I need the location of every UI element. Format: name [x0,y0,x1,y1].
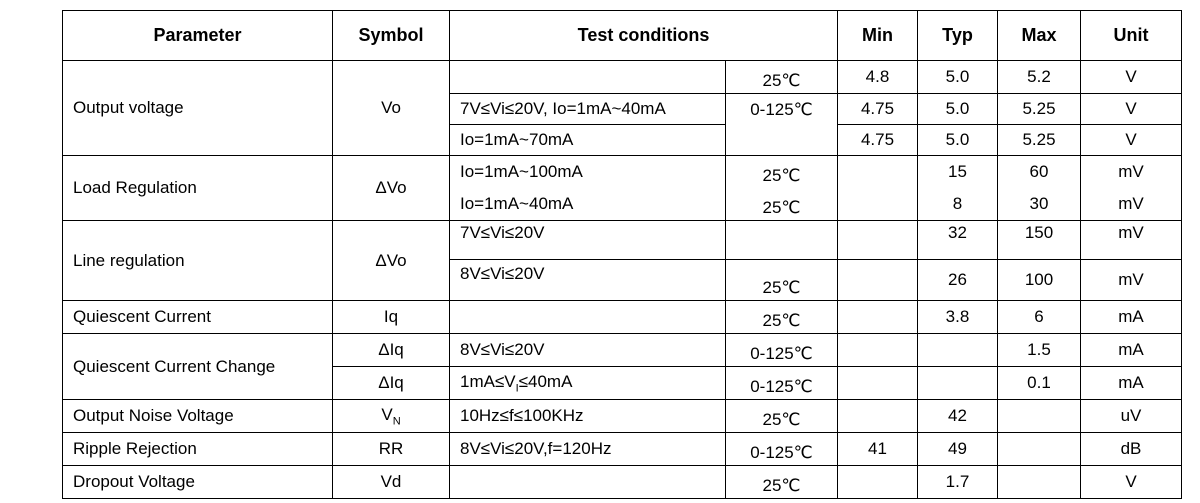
unit-cell: mA [1081,301,1182,334]
symbol-output-noise-voltage [333,400,450,433]
header-parameter: Parameter [63,11,333,61]
header-test-conditions: Test conditions [450,11,838,61]
min-cell [838,156,918,189]
electrical-characteristics-table [62,10,1182,499]
temp-cell: 25℃ [726,61,838,94]
min-cell: 4.8 [838,61,918,94]
param-dropout-voltage: Dropout Voltage [63,466,333,499]
symbol-cell: ΔIq [333,334,450,367]
min-cell [838,334,918,367]
temp-cell [726,221,838,260]
unit-cell: mV [1081,260,1182,301]
symbol-line-regulation: ΔVo [333,221,450,301]
typ-cell: 49 [918,433,998,466]
max-cell [998,466,1081,499]
temp-cell: 25℃ [726,301,838,334]
max-cell: 0.1 [998,367,1081,400]
temp-cell: 0-125℃ [726,94,838,156]
cond-cell [450,466,726,499]
temp-cell: 25℃ [726,156,838,189]
unit-cell: mV [1081,188,1182,221]
typ-cell [918,367,998,400]
typ-cell: 5.0 [918,125,998,156]
cond-cell: 8V≤Vi≤20V [450,260,726,301]
max-cell: 5.25 [998,94,1081,125]
cond-cell: Io=1mA~100mA [450,156,726,189]
temp-cell: 0-125℃ [726,334,838,367]
table-row [63,433,1182,466]
cond-cell: 7V≤Vi≤20V [450,221,726,260]
typ-cell: 42 [918,400,998,433]
max-cell: 1.5 [998,334,1081,367]
table-row [63,301,1182,334]
cond-text: 1mA≤V [460,371,516,391]
cond-cell [450,367,726,400]
unit-cell: mV [1081,156,1182,189]
param-load-regulation: Load Regulation [63,156,333,221]
cond-cell: 8V≤Vi≤20V [450,334,726,367]
param-quiescent-current: Quiescent Current [63,301,333,334]
max-cell: 5.2 [998,61,1081,94]
table-row [63,466,1182,499]
typ-cell: 3.8 [918,301,998,334]
cond-subscript: I [515,382,519,395]
symbol-ripple-rejection: RR [333,433,450,466]
typ-cell: 5.0 [918,61,998,94]
header-max: Max [998,11,1081,61]
min-cell [838,400,918,433]
max-cell: 6 [998,301,1081,334]
header-unit: Unit [1081,11,1182,61]
symbol-subscript: N [392,415,401,428]
min-cell [838,466,918,499]
cond-cell: Io=1mA~70mA [450,125,726,156]
symbol-dropout-voltage: Vd [333,466,450,499]
typ-cell: 8 [918,188,998,221]
header-row [63,11,1182,61]
unit-cell: V [1081,94,1182,125]
temp-cell: 25℃ [726,260,838,301]
unit-cell: dB [1081,433,1182,466]
param-line-regulation: Line regulation [63,221,333,301]
cond-cell [450,301,726,334]
min-cell [838,260,918,301]
temp-cell: 25℃ [726,466,838,499]
cond-cell: 10Hz≤f≤100KHz [450,400,726,433]
cond-cell [450,61,726,94]
temp-cell: 25℃ [726,188,838,221]
typ-cell: 26 [918,260,998,301]
header-symbol: Symbol [333,11,450,61]
cond-cell: Io=1mA~40mA [450,188,726,221]
max-cell: 30 [998,188,1081,221]
cond-cell: 8V≤Vi≤20V,f=120Hz [450,433,726,466]
symbol-output-voltage: Vo [333,61,450,156]
symbol-load-regulation: ΔVo [333,156,450,221]
symbol-cell: ΔIq [333,367,450,400]
min-cell: 4.75 [838,94,918,125]
typ-cell: 1.7 [918,466,998,499]
table-row [63,334,1182,367]
unit-cell: V [1081,125,1182,156]
min-cell [838,221,918,260]
max-cell: 150 [998,221,1081,260]
symbol-quiescent-current: Iq [333,301,450,334]
unit-cell: mA [1081,334,1182,367]
max-cell: 100 [998,260,1081,301]
table-row [63,61,1182,94]
typ-cell [918,334,998,367]
header-typ: Typ [918,11,998,61]
unit-cell: mV [1081,221,1182,260]
typ-cell: 15 [918,156,998,189]
unit-cell: V [1081,61,1182,94]
table-row [63,400,1182,433]
max-cell [998,433,1081,466]
temp-cell: 0-125℃ [726,433,838,466]
unit-cell: uV [1081,400,1182,433]
min-cell [838,188,918,221]
min-cell [838,367,918,400]
typ-cell: 32 [918,221,998,260]
unit-cell: mA [1081,367,1182,400]
max-cell [998,400,1081,433]
max-cell: 5.25 [998,125,1081,156]
param-output-voltage: Output voltage [63,61,333,156]
param-ripple-rejection: Ripple Rejection [63,433,333,466]
min-cell: 41 [838,433,918,466]
unit-cell: V [1081,466,1182,499]
cond-cell: 7V≤Vi≤20V, Io=1mA~40mA [450,94,726,125]
table-row [63,156,1182,189]
param-quiescent-current-change: Quiescent Current Change [63,334,333,400]
min-cell [838,301,918,334]
typ-cell: 5.0 [918,94,998,125]
header-min: Min [838,11,918,61]
max-cell: 60 [998,156,1081,189]
clipped-caption-fragment [560,0,1200,5]
table-row [63,221,1182,260]
temp-cell: 0-125℃ [726,367,838,400]
symbol-text: V [381,404,393,424]
cond-tail: ≤40mA [518,371,573,391]
temp-cell: 25℃ [726,400,838,433]
param-output-noise-voltage: Output Noise Voltage [63,400,333,433]
min-cell: 4.75 [838,125,918,156]
